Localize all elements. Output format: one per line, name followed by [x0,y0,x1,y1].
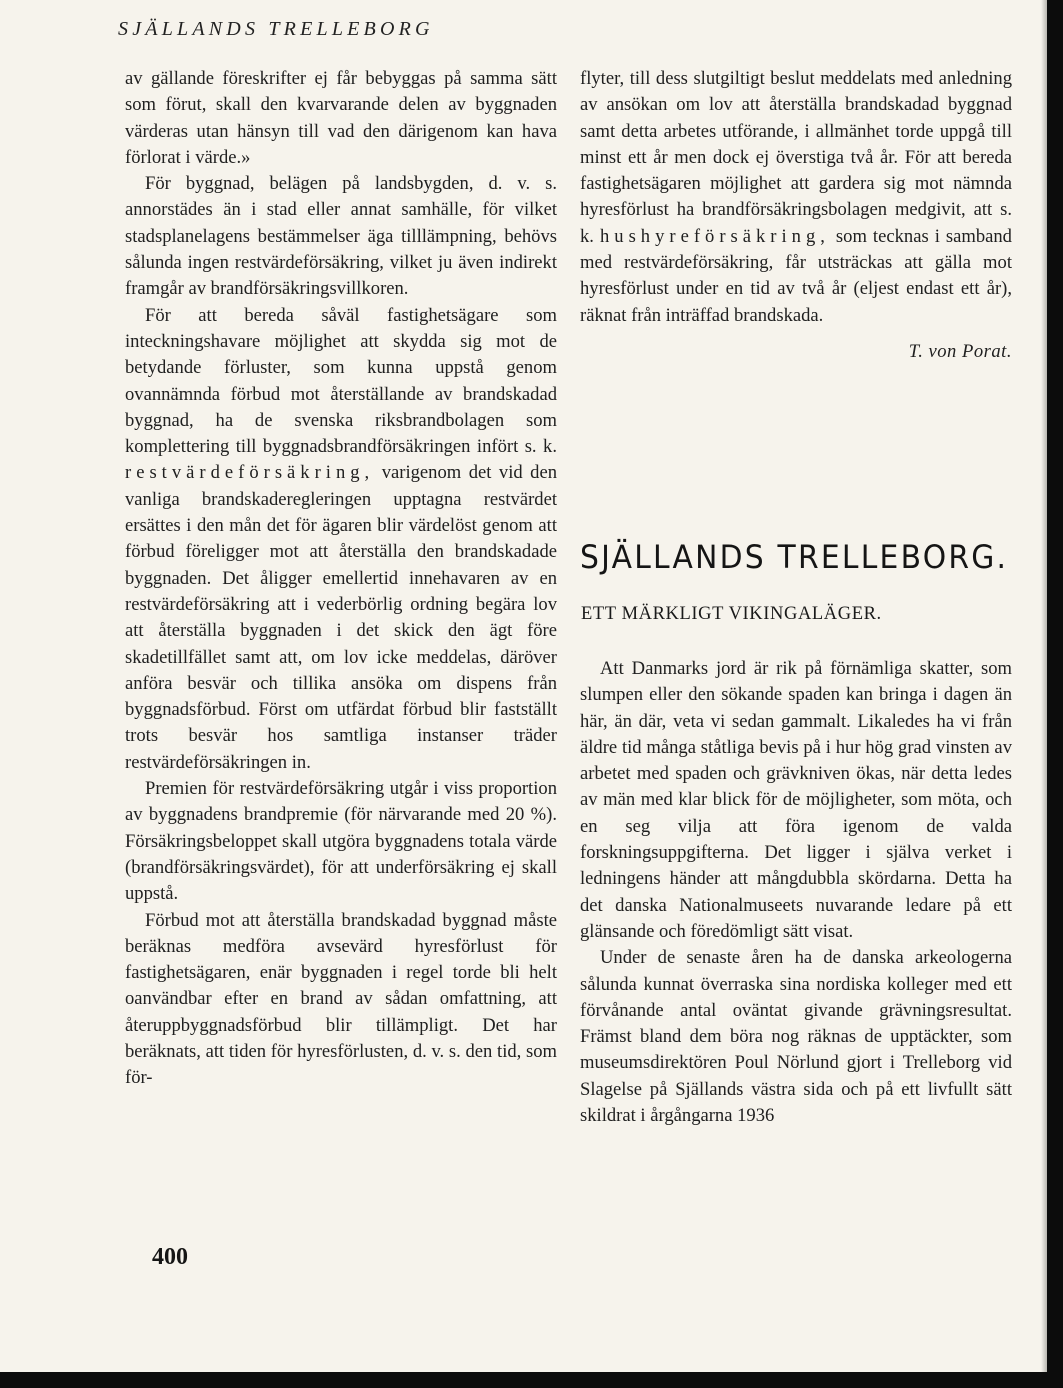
emphasis-hushyreforsakring: hushyreförsäkring, [599,225,830,247]
article-body [580,656,1012,1129]
left-paragraph-3-text-before: För att bereda såväl fastighetsägare som inteckningshavare möjlighet att skydda sig mot de betydande förluster, som kunna uppstå genom ovannämnda förbud mot återställande av brandskadad byggnad, ha de svenska riksbrandbolagen som komplettering till byggnadsbrandförsäkringen infört s. k. [125,304,557,458]
page-edge-shadow [1041,0,1047,1372]
left-paragraph-3-text-after: varigenom det vid den vanliga brandskaderegleringen upptagna restvärdet ersättes i den mån det för ägaren blir värdelöst genom att förbud föreligger mot att återställa den brandskadade byggnaden. Det åligger emellertid innehavaren av en restvärdeförsäkring att i vederbörlig ordning begära lov att återställa byggnaden i det skick den ägt före skadetillfället samt att, om lov icke meddelas, däröver anföra besvär och tillika ansöka om dispens från byggnadsförbud. Först om utfärdat förbud blir fastställt trots besvär hos samtliga instanser träder restvärdeförsäkringen in. [125,462,557,773]
left-paragraph-3 [125,303,557,776]
page-number: 400 [152,1244,188,1270]
emphasis-restvardeforsakring: restvärdeförsäkring, [125,462,375,484]
right-paragraph-1-text-before: flyter, till dess slutgiltigt beslut meddelats med anledning av ansökan om lov att återställa brandskadad byggnad samt detta arbetes utförande, i allmänhet torde uppgå till minst ett år men dock ej överstiga två år. För att bereda fastighetsägaren möjlighet att gardera sig mot nämnda hyresförlust ha brandförsäkringsbolagen medgivit, att s. k. [580,68,1012,247]
left-column [125,66,557,1092]
left-paragraph-5: Förbud mot att återställa brandskadad byggnad måste beräknas medföra avsevärd hyresförlust för fastighetsägaren, enär byggnaden i regel torde bli helt oanvändbar efter en brand av sådan omfattning, att återuppbyggnadsförbud blir tillämpligt. Det har beräknats, att tiden för hyresförlusten, d. v. s. den tid, som för- [125,909,557,1089]
right-column-continuation [580,66,1012,365]
author-signature: T. von Porat. [908,340,1012,362]
article-title: SJÄLLANDS TRELLEBORG. [580,538,1009,576]
left-paragraph-2: För byggnad, belägen på landsbygden, d. v. s. annorstädes än i stad eller annat samhälle, för vilket stadsplanelagens bestämmelser äga tilllämpning, behövs sålunda ingen restvärdeförsäkring, vilket ju även indirekt framgår av brandförsäkringsvillkoren. [125,173,557,300]
article-paragraph-2: Under de senaste åren ha de danska arkeologerna sålunda kunnat överraska sina nordiska kolleger med ett förvånande antal oväntat givande grävningsresultat. Främst bland dem böra nog räknas de upptäckter, som museumsdirektören Poul Nörlund gjort i Trelleborg vid Slagelse på Själlands västra sida och på ett livfullt sätt skildrat i årgångarna 1936 [580,947,1012,1127]
article-paragraph-1: Att Danmarks jord är rik på förnämliga skatter, som slumpen eller den sökande spaden kan bringa i dagen än här, än där, veta vi sedan gammalt. Likaledes ha vi från äldre tid många ståtliga bevis på i hur hög grad vinsten av arbetet med spaden och grävkniven ökas, när detta ledes av män med klar blick för de möjligheter, som möta, och en seg vilja att föra igenom de valda forskningsuppgifterna. Det ligger i själva verket i ledningens händer att mångdubbla skördarna. Detta ha det danska Nationalmuseets nuvarande ledare på ett glänsande och föredömligt sätt visat. [580,658,1012,942]
left-paragraph-4: Premien för restvärdeförsäkring utgår i viss proportion av byggnadens brandpremie (för närvarande med 20 %). Försäkringsbeloppet skall utgöra byggnadens totala värde (brandförsäkringsvärdet), för att underförsäkring ej skall uppstå. [125,778,557,905]
left-paragraph-1: av gällande föreskrifter ej får bebyggas på samma sätt som förut, skall den kvarvarande delen av byggnaden värderas utan hänsyn till vad den därigenom kan hava förlorat i värde.» [125,68,557,168]
right-paragraph-1-text-after: som tecknas i samband med restvärdeförsäkring, får utsträckas att gälla mot hyresförlust under en tid av två år (eljest endast ett år), räknat från inträffad brandskada. [580,225,1012,326]
right-paragraph-1 [580,66,1012,329]
running-head: SJÄLLANDS TRELLEBORG [118,18,434,40]
article-subtitle: ETT MÄRKLIGT VIKINGALÄGER. [581,604,882,624]
